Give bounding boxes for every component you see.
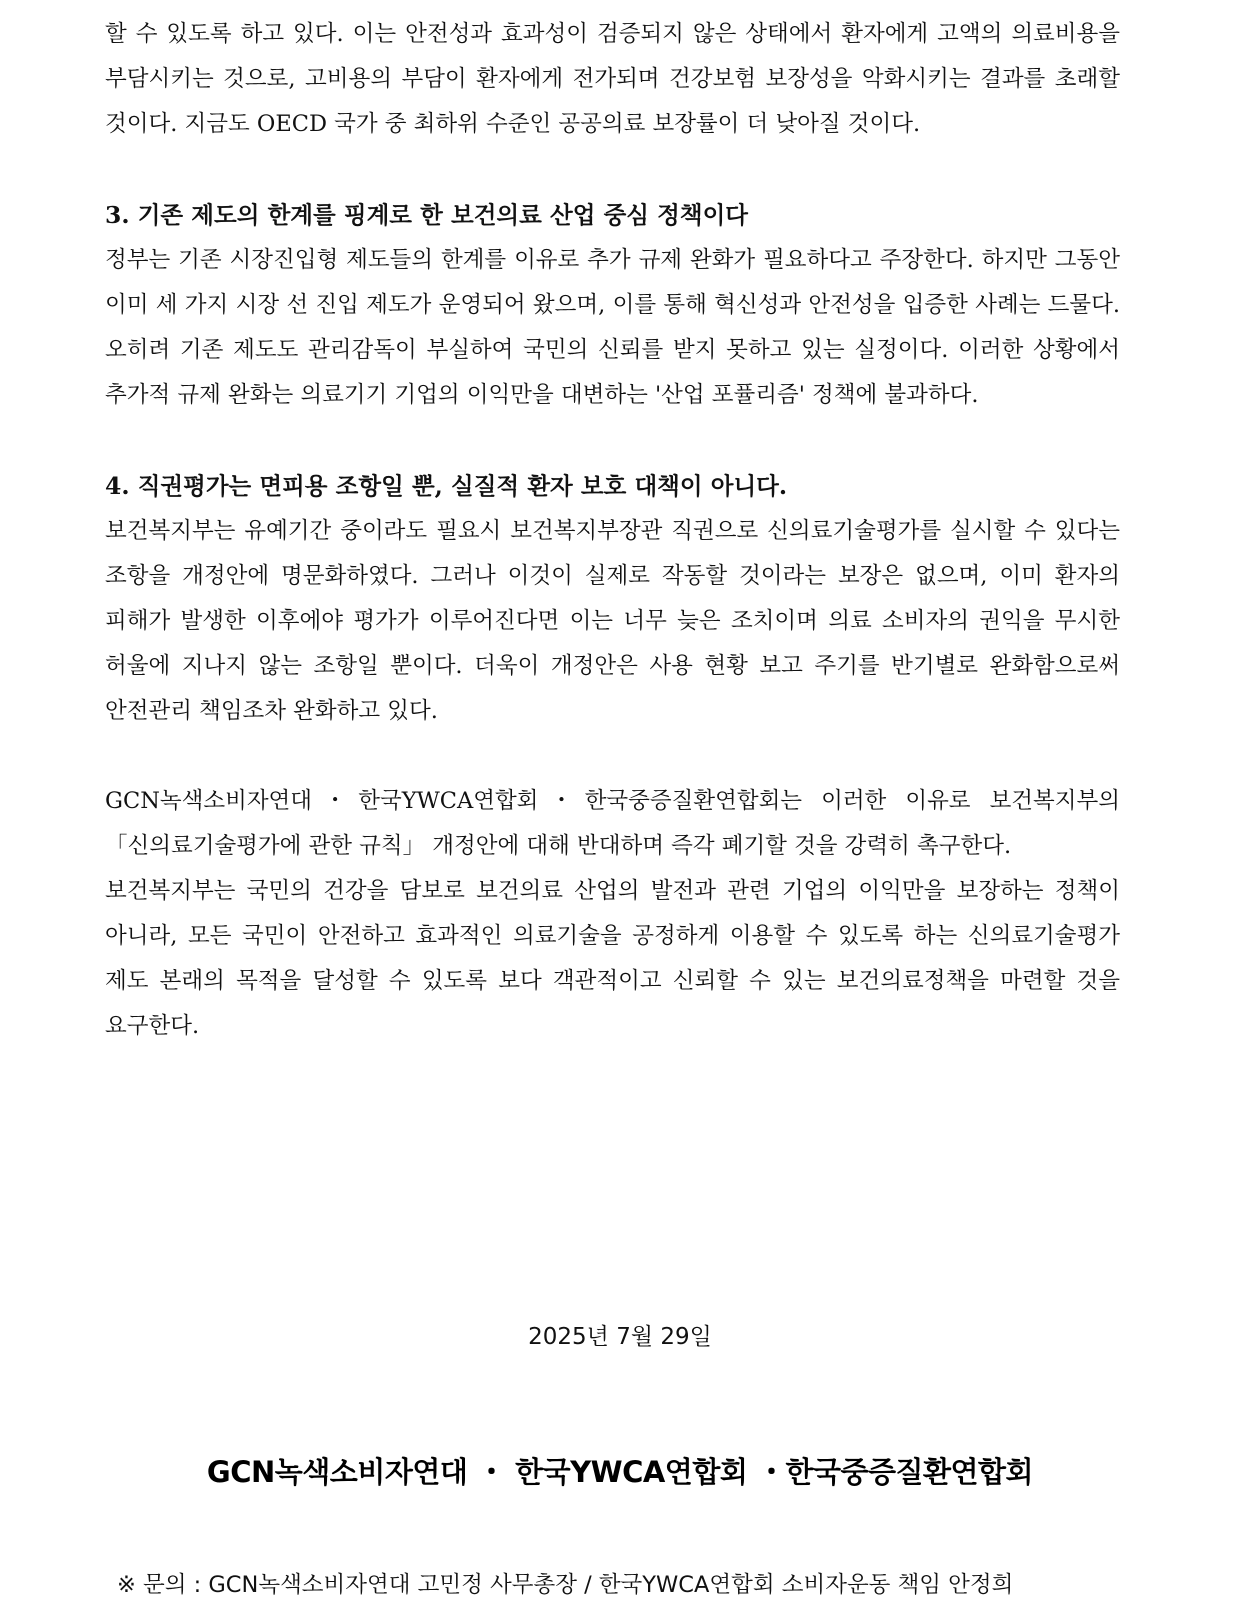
section-3-heading: 3. 기존 제도의 한계를 핑계로 한 보건의료 산업 중심 정책이다 <box>105 201 748 229</box>
contact-info: ※ 문의 : GCN녹색소비자연대 고민정 사무총장 / 한국YWCA연합회 소비자운동 책임 안정희 <box>117 1572 1014 1598</box>
organizations-signature: GCN녹색소비자연대 ・ 한국YWCA연합회 ・한국중증질환연합회 <box>206 1455 1034 1489</box>
conclusion-paragraph-2: 보건복지부는 국민의 건강을 담보로 보건의료 산업의 발전과 관련 기업의 이익만을 보장하는 정책이 아니라, 모든 국민이 안전하고 효과적인 의료기술을 공정하게 이용할 수 있도록 하는 신의료기술평가 제도 본래의 목적을 달성할 수 있도록 보다 객관적이고 신뢰할 수 있는 보건의료정책을 마련할 것을 요구한다. <box>105 878 1120 1039</box>
section-4-body: 보건복지부는 유예기간 중이라도 필요시 보건복지부장관 직권으로 신의료기술평가를 실시할 수 있다는 조항을 개정안에 명문화하였다. 그러나 이것이 실제로 작동할 것이라는 보장은 없으며, 이미 환자의 피해가 발생한 이후에야 평가가 이루어진다면 이는 너무 늦은 조치이며 의료 소비자의 권익을 무시한 허울에 지나지 않는 조항일 뿐이다. 더욱이 개정안은 사용 현황 보고 주기를 반기별로 완화함으로써 안전관리 책임조차 완화하고 있다. <box>105 518 1120 724</box>
spacer <box>105 147 1120 193</box>
intro-paragraph: 할 수 있도록 하고 있다. 이는 안전성과 효과성이 검증되지 않은 상태에서 환자에게 고액의 의료비용을 부담시키는 것으로, 고비용의 부담이 환자에게 전가되며 건강보험 보장성을 악화시키는 결과를 초래할 것이다. 지금도 OECD 국가 중 최하위 수준인 공공의료 보장률이 더 낮아질 것이다. <box>105 21 1121 137</box>
section-3-body: 정부는 기존 시장진입형 제도들의 한계를 이유로 추가 규제 완화가 필요하다고 주장한다. 하지만 그동안 이미 세 가지 시장 선 진입 제도가 운영되어 왔으며, 이를 통해 혁신성과 안전성을 입증한 사례는 드물다. 오히려 기존 제도도 관리감독이 부실하여 국민의 신뢰를 받지 못하고 있는 실정이다. 이러한 상황에서 추가적 규제 완화는 의료기기 기업의 이익만을 대변하는 '산업 포퓰리즘' 정책에 불과하다. <box>105 247 1120 408</box>
conclusion-paragraph-1: GCN녹색소비자연대・한국YWCA연합회・한국중증질환연합회는 이러한 이유로 보건복지부의 「신의료기술평가에 관한 규칙」 개정안에 대해 반대하며 즉각 폐기할 것을 강력히 촉구한다. <box>105 788 1120 859</box>
spacer <box>105 734 1120 779</box>
document-body <box>105 12 1120 1049</box>
section-4-heading: 4. 직권평가는 면피용 조항일 뿐, 실질적 환자 보호 대책이 아니다. <box>105 472 788 500</box>
document-date: 2025년 7월 29일 <box>528 1324 712 1350</box>
spacer <box>105 418 1120 464</box>
